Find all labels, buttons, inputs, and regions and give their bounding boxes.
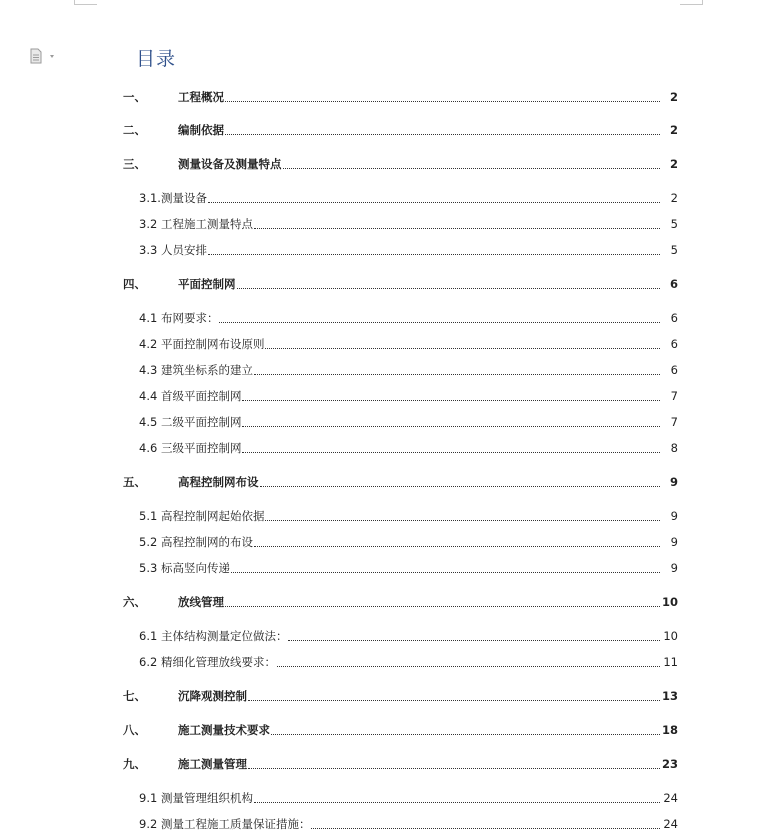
toc-page-number: 7 — [670, 389, 678, 403]
toc-page-number: 2 — [669, 157, 678, 171]
toc-entry-title: 4.6 三级平面控制网 — [139, 441, 242, 455]
toc-leader-dots — [271, 734, 660, 735]
toc-entry-number: 五、 — [123, 475, 146, 489]
toc-entry[interactable] — [0, 473, 778, 491]
toc-entry[interactable] — [0, 335, 778, 353]
toc-leader-dots — [231, 572, 660, 573]
toc-entry-number: 三、 — [123, 157, 146, 171]
toc-page-number: 9 — [670, 509, 678, 523]
toc-page-number: 6 — [670, 363, 678, 377]
toc-entry-number: 七、 — [123, 689, 146, 703]
toc-entry[interactable] — [0, 627, 778, 645]
toc-entry-number: 六、 — [123, 595, 146, 609]
toc-entry[interactable] — [0, 755, 778, 773]
toc-page-number: 24 — [663, 791, 678, 805]
toc-leader-dots — [254, 802, 660, 803]
toc-page-number: 6 — [669, 277, 678, 291]
toc-entry[interactable] — [0, 241, 778, 259]
toc-entry[interactable] — [0, 215, 778, 233]
toc-entry-title: 工程概况 — [178, 90, 224, 104]
toc-leader-dots — [242, 426, 660, 427]
toc-entry-title: 沉降观测控制 — [178, 689, 247, 703]
toc-entry-title: 4.3 建筑坐标系的建立 — [139, 363, 253, 377]
toc-page-number: 18 — [662, 723, 679, 737]
toc-entry-title: 4.4 首级平面控制网 — [139, 389, 242, 403]
toc-entry-number: 八、 — [123, 723, 146, 737]
toc-leader-dots — [237, 288, 661, 289]
toc-entry[interactable] — [0, 275, 778, 293]
toc-page-number: 9 — [670, 561, 678, 575]
toc-entry[interactable] — [0, 155, 778, 173]
toc-entry[interactable] — [0, 121, 778, 139]
toc-entry-number: 二、 — [123, 123, 146, 137]
toc-entry-title: 9.2 测量工程施工质量保证措施： — [139, 817, 311, 831]
toc-entry[interactable] — [0, 559, 778, 577]
toc-page-number: 6 — [670, 337, 678, 351]
toc-entry-title: 4.1 布网要求： — [139, 311, 219, 325]
toc-entry-title: 5.2 高程控制网的布设 — [139, 535, 253, 549]
toc-leader-dots — [254, 228, 660, 229]
toc-entry-title: 测量设备及测量特点 — [178, 157, 282, 171]
toc-leader-dots — [254, 546, 660, 547]
toc-entry-title: 5.1 高程控制网起始依据 — [139, 509, 265, 523]
toc-title: 目录 — [136, 48, 177, 70]
toc-leader-dots — [225, 134, 660, 135]
toc-leader-dots — [254, 374, 660, 375]
toc-entry[interactable] — [0, 687, 778, 705]
toc-leader-dots — [208, 254, 660, 255]
toc-entry[interactable] — [0, 815, 778, 833]
toc-entry[interactable] — [0, 789, 778, 807]
toc-page-number: 2 — [670, 191, 678, 205]
toc-entry-title: 3.2 工程施工测量特点 — [139, 217, 253, 231]
toc-leader-dots — [311, 828, 660, 829]
toc-leader-dots — [242, 400, 660, 401]
toc-entry-title: 施工测量技术要求 — [178, 723, 270, 737]
toc-page-number: 2 — [669, 123, 678, 137]
toc-entry-title: 3.1.测量设备 — [139, 191, 207, 205]
toc-entry-title: 高程控制网布设 — [178, 475, 259, 489]
toc-entry-title: 放线管理 — [178, 595, 224, 609]
toc-entry-number: 一、 — [123, 90, 146, 104]
toc-entry[interactable] — [0, 189, 778, 207]
toc-entry-title: 9.1 测量管理组织机构 — [139, 791, 253, 805]
toc-entry[interactable] — [0, 653, 778, 671]
toc-leader-dots — [277, 666, 660, 667]
toc-entry-title: 施工测量管理 — [178, 757, 247, 771]
toc-leader-dots — [219, 322, 660, 323]
toc-leader-dots — [225, 101, 660, 102]
toc-entry-title: 平面控制网 — [178, 277, 236, 291]
toc-page-number: 6 — [670, 311, 678, 325]
toc-entry[interactable] — [0, 413, 778, 431]
toc-page-number: 9 — [669, 475, 678, 489]
toc-page-number: 13 — [662, 689, 679, 703]
toc-page-number: 9 — [670, 535, 678, 549]
toc-leader-dots — [242, 452, 660, 453]
toc-page-number: 5 — [670, 217, 678, 231]
toc-page-number: 11 — [663, 655, 678, 669]
toc-leader-dots — [265, 348, 660, 349]
toc-entry[interactable] — [0, 593, 778, 611]
toc-entry[interactable] — [0, 721, 778, 739]
toc-page-number: 7 — [670, 415, 678, 429]
toc-page-number: 10 — [662, 595, 679, 609]
toc-entry[interactable] — [0, 533, 778, 551]
toc-page-number: 8 — [670, 441, 678, 455]
toc-entry-title: 编制依据 — [178, 123, 224, 137]
toc-entry-title: 6.1 主体结构测量定位做法： — [139, 629, 288, 643]
toc-entry[interactable] — [0, 507, 778, 525]
toc-entry-number: 九、 — [123, 757, 146, 771]
toc-entry-title: 3.3 人员安排 — [139, 243, 207, 257]
toc-entry-title: 5.3 标高竖向传递 — [139, 561, 230, 575]
toc-leader-dots — [248, 700, 660, 701]
toc-page-number: 24 — [663, 817, 678, 831]
toc-entry[interactable] — [0, 88, 778, 106]
toc-entry-title: 6.2 精细化管理放线要求： — [139, 655, 276, 669]
toc-entry[interactable] — [0, 387, 778, 405]
toc-entry-title: 4.5 二级平面控制网 — [139, 415, 242, 429]
toc-leader-dots — [260, 486, 661, 487]
toc-leader-dots — [265, 520, 660, 521]
toc-entry-number: 四、 — [123, 277, 146, 291]
toc-leader-dots — [283, 168, 661, 169]
toc-entry-title: 4.2 平面控制网布设原则 — [139, 337, 265, 351]
toc-page-number: 2 — [669, 90, 678, 104]
toc-leader-dots — [248, 768, 660, 769]
toc-leader-dots — [208, 202, 660, 203]
toc-entry[interactable] — [0, 309, 778, 327]
toc-page-number: 23 — [662, 757, 679, 771]
toc-page-number: 10 — [663, 629, 678, 643]
toc-entry[interactable] — [0, 361, 778, 379]
toc-leader-dots — [225, 606, 660, 607]
toc-leader-dots — [288, 640, 660, 641]
toc-entry[interactable] — [0, 439, 778, 457]
toc-page-number: 5 — [670, 243, 678, 257]
